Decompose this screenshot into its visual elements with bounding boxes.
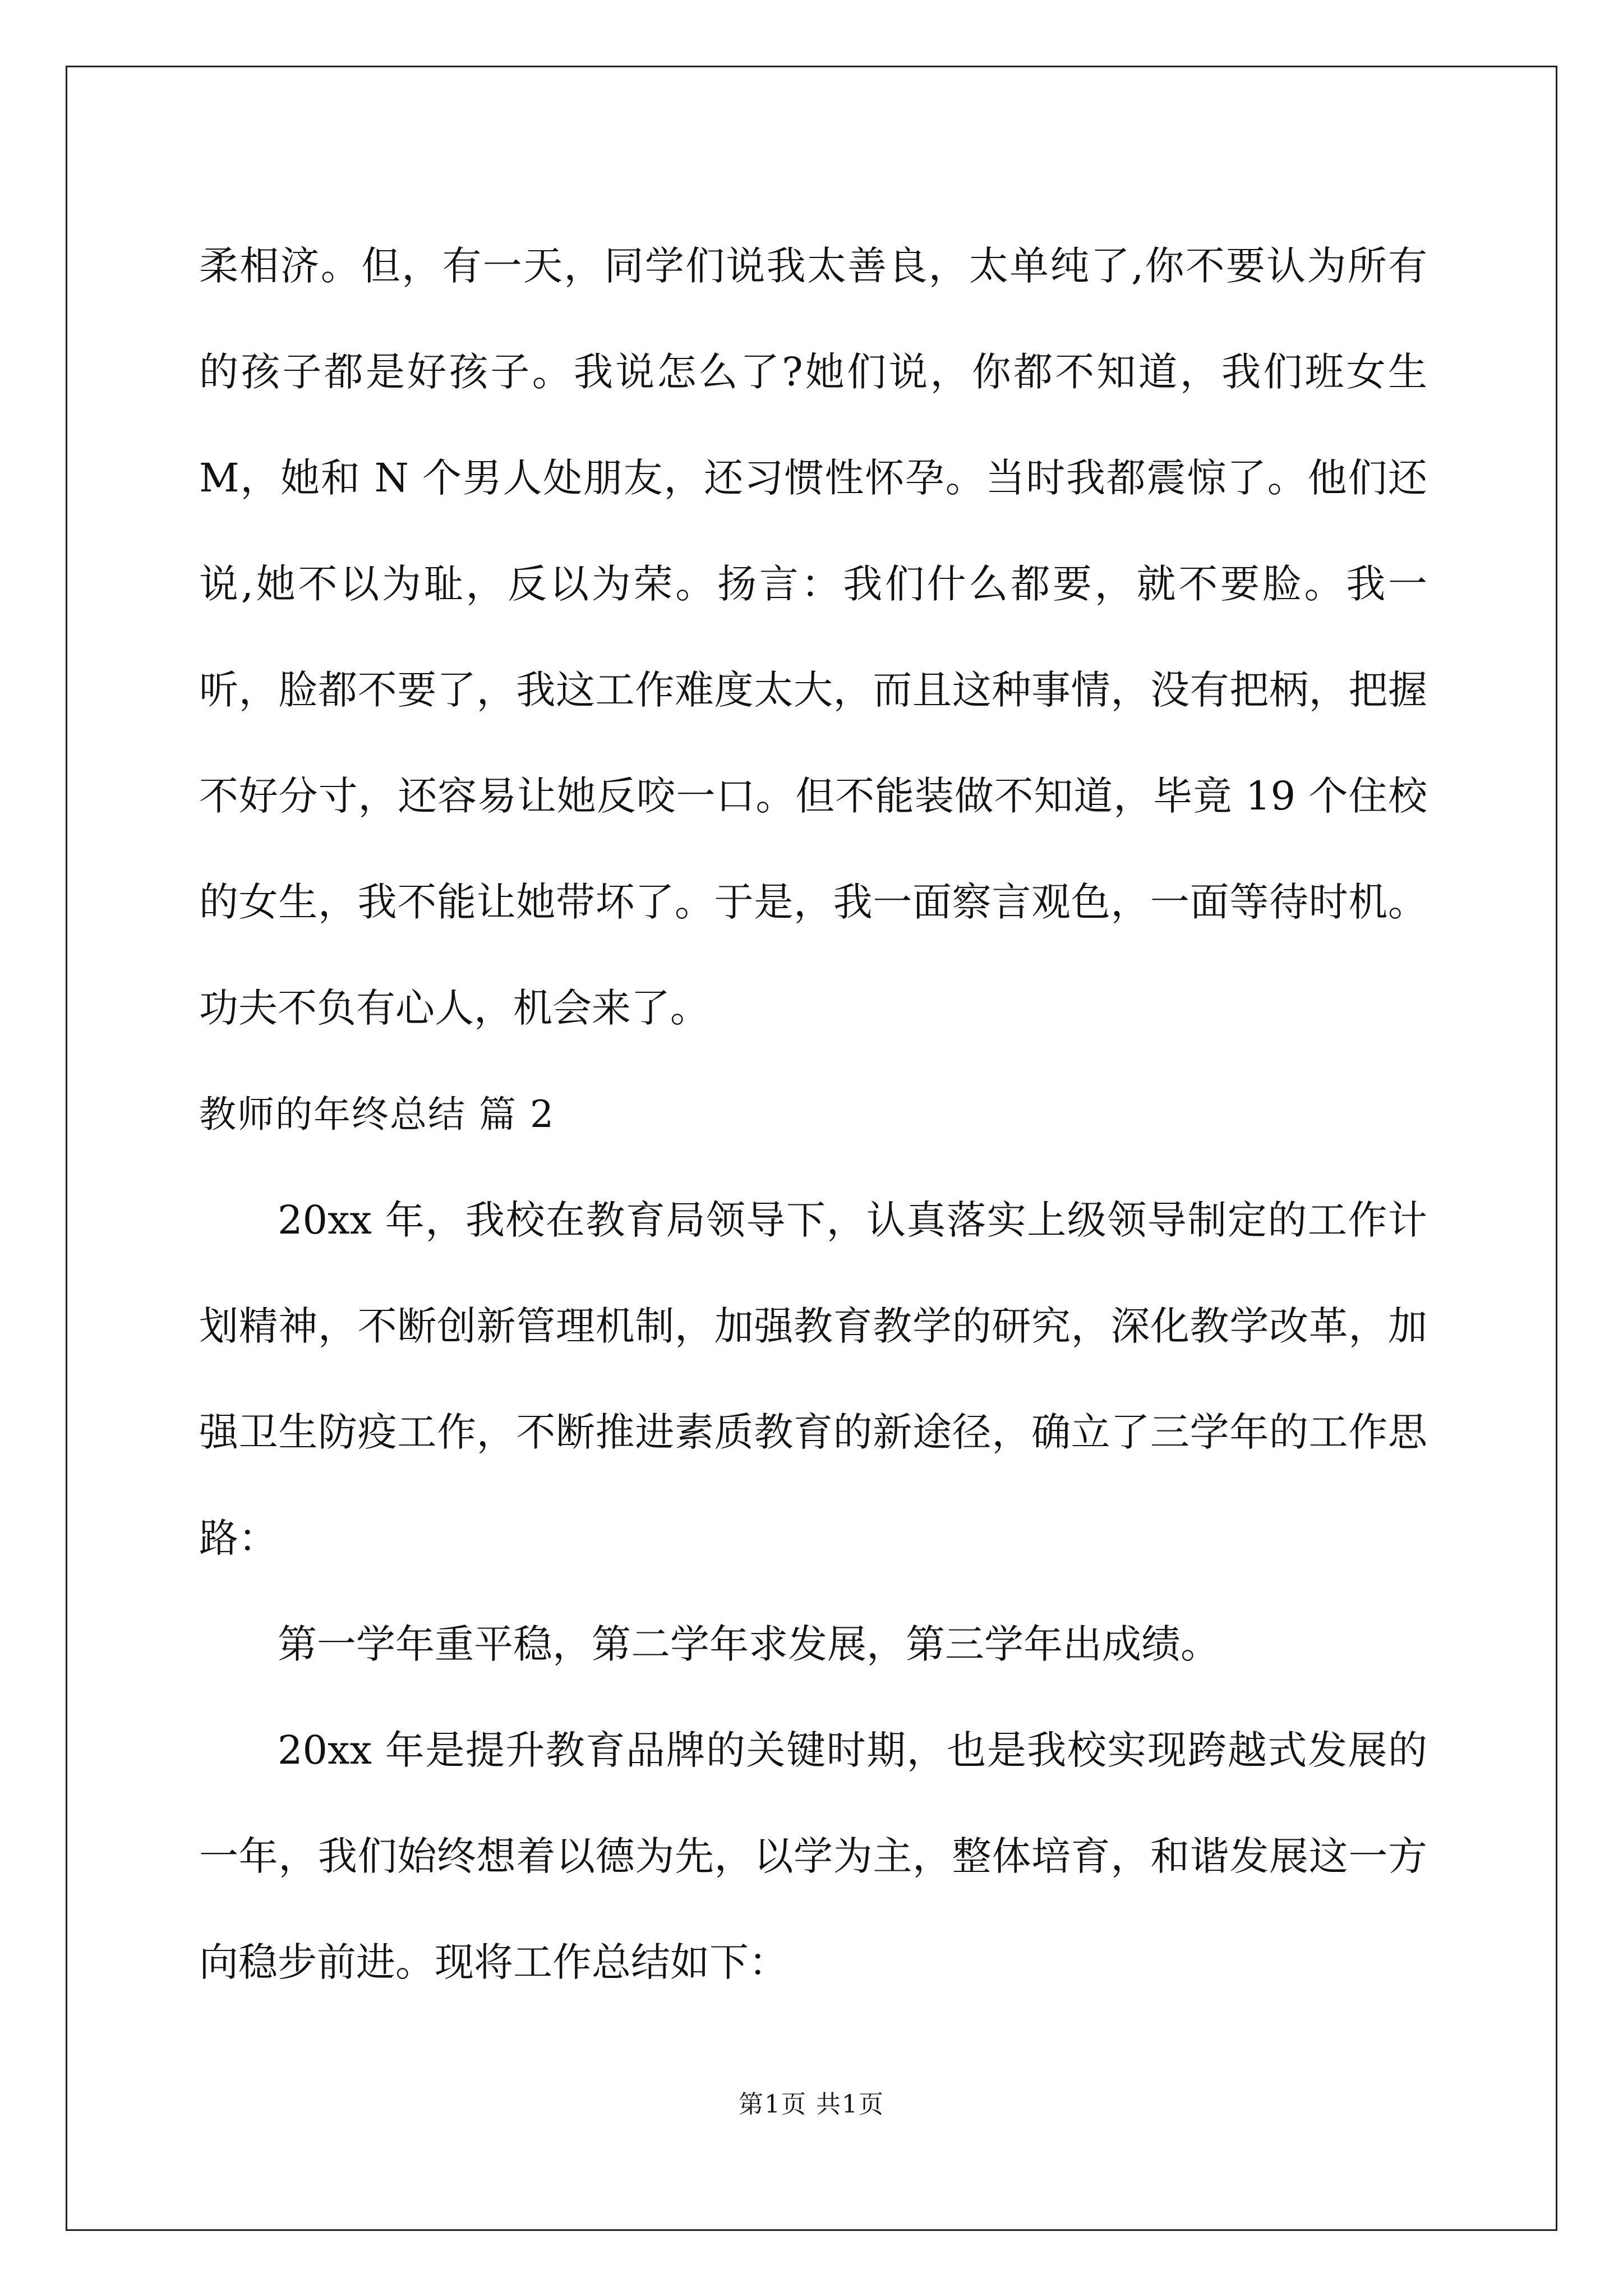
section-heading: 教师的年终总结 篇 2 — [199, 1093, 555, 1136]
paragraph-2: 20xx 年，我校在教育局领导下，认真落实上级领导制定的工作计划精神，不断创新管理机制，加强教育教学的研究，深化教学改革，加强卫生防疫工作，不断推进素质教育的新途径，确立了三学年的工作思路： — [199, 1197, 1427, 1561]
paragraph-1: 柔相济。但，有一天，同学们说我太善良，太单纯了,你不要认为所有的孩子都是好孩子。我说怎么了?她们说，你都不知道，我们班女生M，她和 N 个男人处朋友，还习惯性怀孕。当时我都震惊了。他们还说,她不以为耻，反以为荣。扬言：我们什么都要，就不要脸。我一听，脸都不要了，我这工作难度太大，而且这种事情，没有把柄，把握不好分寸，还容易让她反咬一口。但不能装做不知道，毕竟 19 个住校的女生，我不能让她带坏了。于是，我一面察言观色，一面等待时机。功夫不负有心人，机会来了。 — [199, 243, 1427, 1031]
paragraph-3: 第一学年重平稳，第二学年求发展，第三学年出成绩。 — [278, 1621, 1220, 1667]
paragraph-4: 20xx 年是提升教育品牌的关键时期，也是我校实现跨越式发展的一年，我们始终想着以德为先，以学为主，整体培育，和谐发展这一方向稳步前进。现将工作总结如下： — [199, 1727, 1427, 1985]
page-footer: 第1页 共1页 — [739, 2090, 884, 2119]
document-body — [199, 213, 1427, 2016]
